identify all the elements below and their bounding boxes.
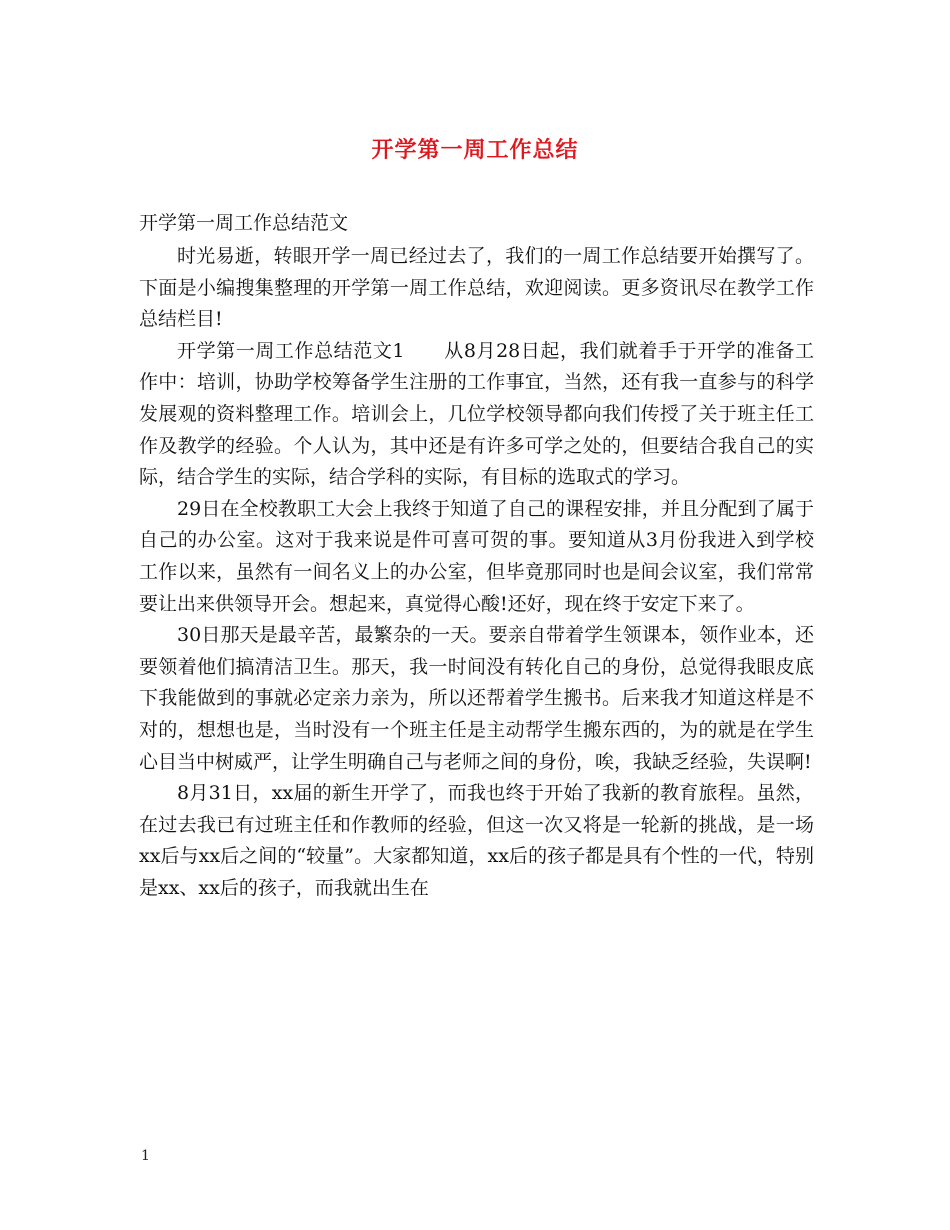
- page-number: 1: [141, 1148, 150, 1164]
- document-title: 开学第一周工作总结: [371, 137, 579, 163]
- paragraph: 29日在全校教职工大会上我终于知道了自己的课程安排，并且分配到了属于自己的办公室。这对于我来说是件可喜可贺的事。要知道从3月份我进入到学校工作以来，虽然有一间名义上的办公室，但毕竟那同时也是间会议室，我们常常要让出来供领导开会。想起来，真觉得心酸!还好，现在终于安定下来了。: [139, 497, 814, 615]
- paragraph: 8月31日，xx届的新生开学了，而我也终于开始了我新的教育旅程。虽然，在过去我已有过班主任和作教师的经验，但这一次又将是一轮新的挑战，是一场xx后与xx后之间的“较量”。大家都知道，xx后的孩子都是具有个性的一代，特别是xx、xx后的孩子，而我就出生在: [139, 782, 814, 899]
- paragraph: 开学第一周工作总结范文1 从8月28日起，我们就着手于开学的准备工作中：培训，协助学校筹备学生注册的工作事宜，当然，还有我一直参与的科学发展观的资料整理工作。培训会上，几位学校领导都向我们传授了关于班主任工作及教学的经验。个人认为，其中还是有许多可学之处的，但要结合我自己的实际，结合学生的实际，结合学科的实际，有目标的选取式的学习。: [139, 339, 814, 489]
- document-body: [139, 241, 814, 904]
- document-subtitle: 开学第一周工作总结范文: [139, 212, 349, 234]
- paragraph: 时光易逝，转眼开学一周已经过去了，我们的一周工作总结要开始撰写了。下面是小编搜集整理的开学第一周工作总结，欢迎阅读。更多资讯尽在教学工作总结栏目!: [139, 245, 814, 331]
- paragraph: 30日那天是最辛苦，最繁杂的一天。要亲自带着学生领课本，领作业本，还要领着他们搞清洁卫生。那天，我一时间没有转化自己的身份，总觉得我眼皮底下我能做到的事就必定亲力亲为，所以还帮着学生搬书。后来我才知道这样是不对的，想想也是，当时没有一个班主任是主动帮学生搬东西的，为的就是在学生心目当中树威严，让学生明确自己与老师之间的身份，唉，我缺乏经验，失误啊!: [139, 624, 814, 773]
